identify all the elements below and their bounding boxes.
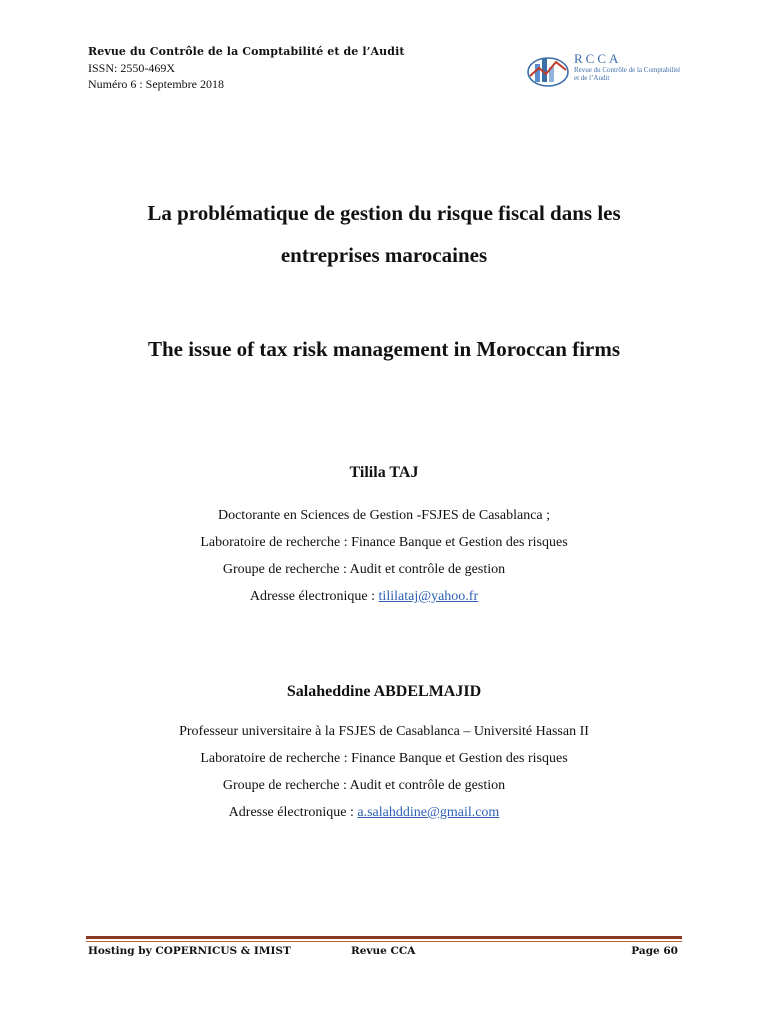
affiliation-line: Laboratoire de recherche : Finance Banque et Gestion des risques bbox=[200, 751, 568, 766]
page-footer bbox=[88, 945, 680, 961]
title-french-line-2: entreprises marocaines bbox=[280, 243, 488, 267]
affiliation-line: Groupe de recherche : Audit et contrôle de gestion bbox=[222, 778, 506, 793]
email-line bbox=[84, 583, 684, 610]
affiliation-line: Groupe de recherche : Audit et contrôle de gestion bbox=[222, 562, 506, 577]
title-french bbox=[90, 192, 678, 276]
email-label: Adresse électronique : bbox=[249, 589, 379, 604]
footer-rule-thick bbox=[86, 936, 682, 939]
affiliation-line: Laboratoire de recherche : Finance Banque et Gestion des risques bbox=[200, 535, 568, 550]
author-name-1: Tilila TAJ bbox=[349, 464, 419, 481]
footer-rule bbox=[86, 936, 682, 942]
rcca-logo bbox=[526, 48, 686, 92]
footer-rule-thin bbox=[86, 941, 682, 942]
rcca-logo-icon bbox=[526, 50, 572, 90]
footer-journal: Revue CCA bbox=[351, 945, 416, 957]
email-line bbox=[84, 799, 684, 826]
email-link[interactable]: a.salahddine@gmail.com bbox=[357, 805, 500, 820]
issue-number: Numéro 6 : Septembre 2018 bbox=[88, 77, 224, 91]
author-affiliation-2 bbox=[84, 718, 684, 826]
email-link[interactable]: tililataj@yahoo.fr bbox=[378, 589, 479, 604]
footer-hosting: Hosting by COPERNICUS & IMIST bbox=[88, 945, 291, 957]
affiliation-line: Doctorante en Sciences de Gestion -FSJES de Casablanca ; bbox=[217, 508, 551, 523]
issn: ISSN: 2550-469X bbox=[88, 61, 176, 75]
page-number: Page 60 bbox=[631, 945, 678, 957]
author-name-2: Salaheddine ABDELMAJID bbox=[286, 683, 482, 700]
affiliation-line: Professeur universitaire à la FSJES de Casablanca – Université Hassan II bbox=[179, 724, 589, 739]
title-french-line-1: La problématique de gestion du risque fiscal dans les bbox=[147, 201, 621, 225]
author-affiliation-1 bbox=[84, 502, 684, 610]
logo-acronym: RCCA bbox=[574, 51, 622, 66]
title-english: The issue of tax risk management in Moroccan firms bbox=[147, 337, 621, 361]
journal-name: Revue du Contrôle de la Comptabilité et de l’Audit bbox=[88, 45, 405, 58]
journal-header bbox=[88, 44, 405, 92]
email-label: Adresse électronique : bbox=[228, 805, 358, 820]
logo-subtitle: Revue du Contrôle de la Comptabilité et de l’Audit bbox=[574, 66, 681, 82]
